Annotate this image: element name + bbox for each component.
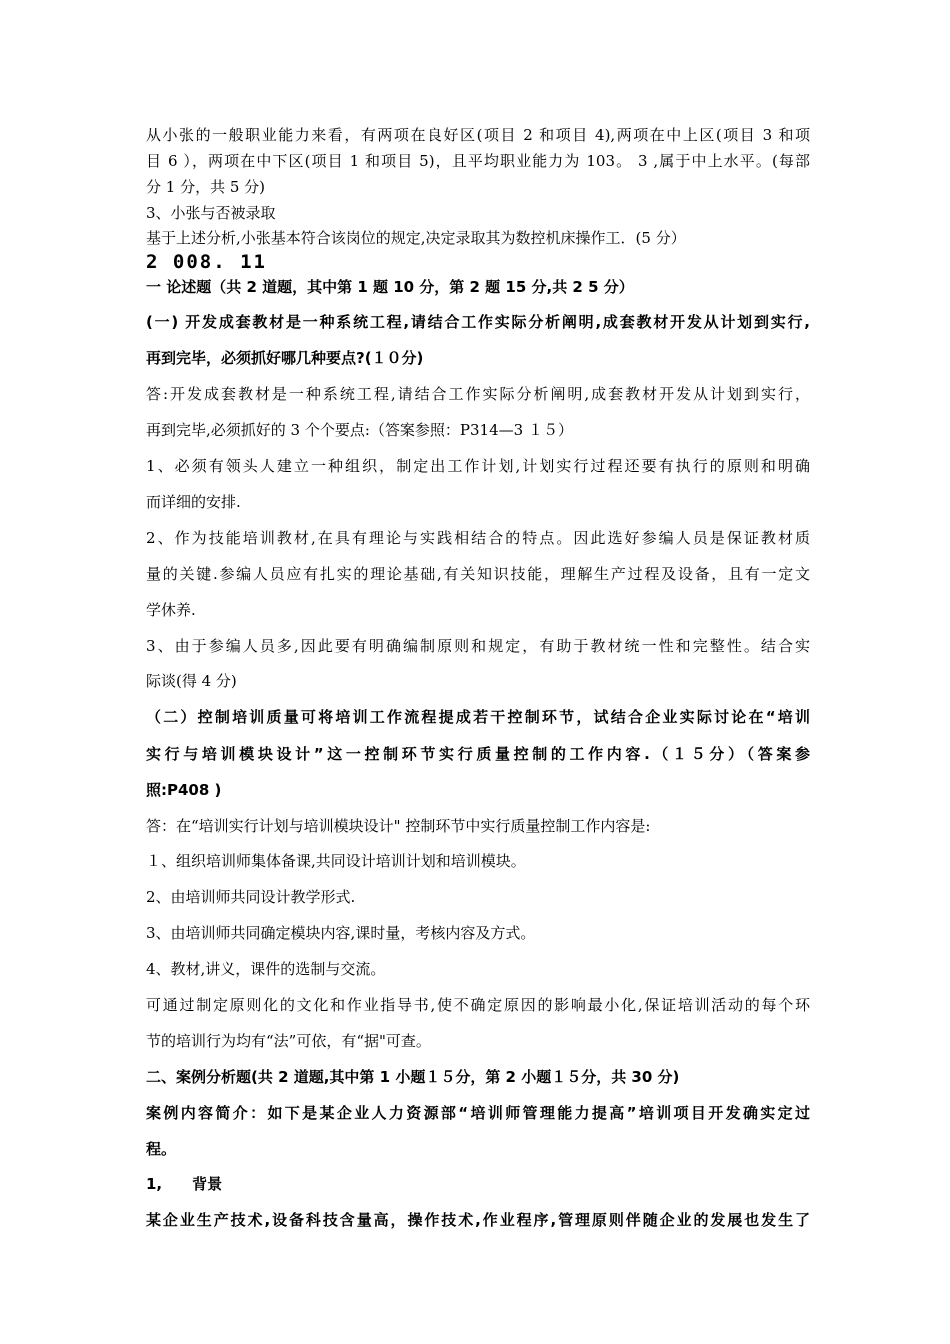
list-item: 1、必须有领头人建立一种组织，制定出工作计划,计划实行过程还要有执行的原则和明确 [146,457,810,475]
paragraph-line: 而详细的安排. [146,493,241,511]
list-item: 4、教材,讲义，课件的选制与交流。 [146,960,386,978]
list-item: 2、作为技能培训教材,在具有理论与实践相结合的特点。因此选好参编人员是保证教材质 [146,529,810,547]
question-heading: 实行与培训模块设计”这一控制环节实行质量控制的工作内容.（１５分）（答案参 [146,745,810,763]
paragraph-line: 答:开发成套教材是一种系统工程,请结合工作实际分析阐明,成套教材开发从计划到实行， [146,385,810,403]
paragraph-line: 基于上述分析,小张基本符合该岗位的规定,决定录取其为数控机床操作工．(5 分） [146,229,686,247]
paragraph-line: 可通过制定原则化的文化和作业指导书,使不确定原因的影响最小化,保证培训活动的每个环 [146,996,810,1014]
question-heading: (一) 开发成套教材是一种系统工程,请结合工作实际分析阐明,成套教材开发从计划到实行, [146,313,810,331]
list-item: 3、由培训师共同确定模块内容,课时量，考核内容及方式。 [146,924,536,942]
question-heading: 照:P408 ) [146,781,222,799]
paragraph-line: 分 1 分，共 5 分) [146,178,266,196]
paragraph-line: 量的关键.参编人员应有扎实的理论基础,有关知识技能，理解生产过程及设备，且有一定文 [146,565,810,583]
paragraph-line: 案例内容简介：如下是某企业人力资源部“培训师管理能力提高”培训项目开发确实定过 [146,1104,810,1122]
section-heading: 二、案例分析题(共 2 道题,其中第 1 小题１５分，第 2 小题１５分，共 30 分) [146,1068,680,1086]
question-heading: 再到完毕，必须抓好哪几种要点?(１０分) [146,349,424,367]
list-item: 2、由培训师共同设计教学形式. [146,888,356,906]
section-year: 2 008. 11 [146,251,267,273]
paragraph-line: 从小张的一般职业能力来看，有两项在良好区(项目 2 和项目 4),两项在中上区(项目 3 和项 [146,126,810,144]
paragraph-line: 节的培训行为均有“法”可依，有“据"可查。 [146,1032,431,1050]
paragraph-line: 某企业生产技术,设备科技含量高，操作技术,作业程序,管理原则伴随企业的发展也发生了 [146,1211,810,1229]
question-heading: （二）控制培训质量可将培训工作流程提成若干控制环节，试结合企业实际讨论在“培训 [146,708,810,726]
paragraph-line: 际谈(得 4 分) [146,672,237,690]
list-item: １、组织培训师集体备课,共同设计培训计划和培训模块。 [146,852,526,870]
paragraph-line: 程。 [146,1140,177,1158]
list-item: 3、由于参编人员多,因此要有明确编制原则和规定，有助于教材统一性和完整性。结合实 [146,637,810,655]
list-item: 3、小张与否被录取 [146,204,276,222]
paragraph-line: 学休养. [146,601,196,619]
subheading: 1, 背景 [146,1175,223,1193]
paragraph-line: 目 6 ），两项在中下区(项目 1 和项目 5)，且平均职业能力为 103。 3 ,属于中上水平。(每部 [146,152,810,170]
paragraph-line: 再到完毕,必须抓好的 3 个个要点:（答案参照：P314—3 １５） [146,421,573,439]
section-heading: 一 论述题（共 2 道题，其中第 1 题 10 分，第 2 题 15 分,共 2 5 分） [146,278,634,296]
paragraph-line: 答：在“培训实行计划与培训模块设计" 控制环节中实行质量控制工作内容是: [146,817,651,835]
